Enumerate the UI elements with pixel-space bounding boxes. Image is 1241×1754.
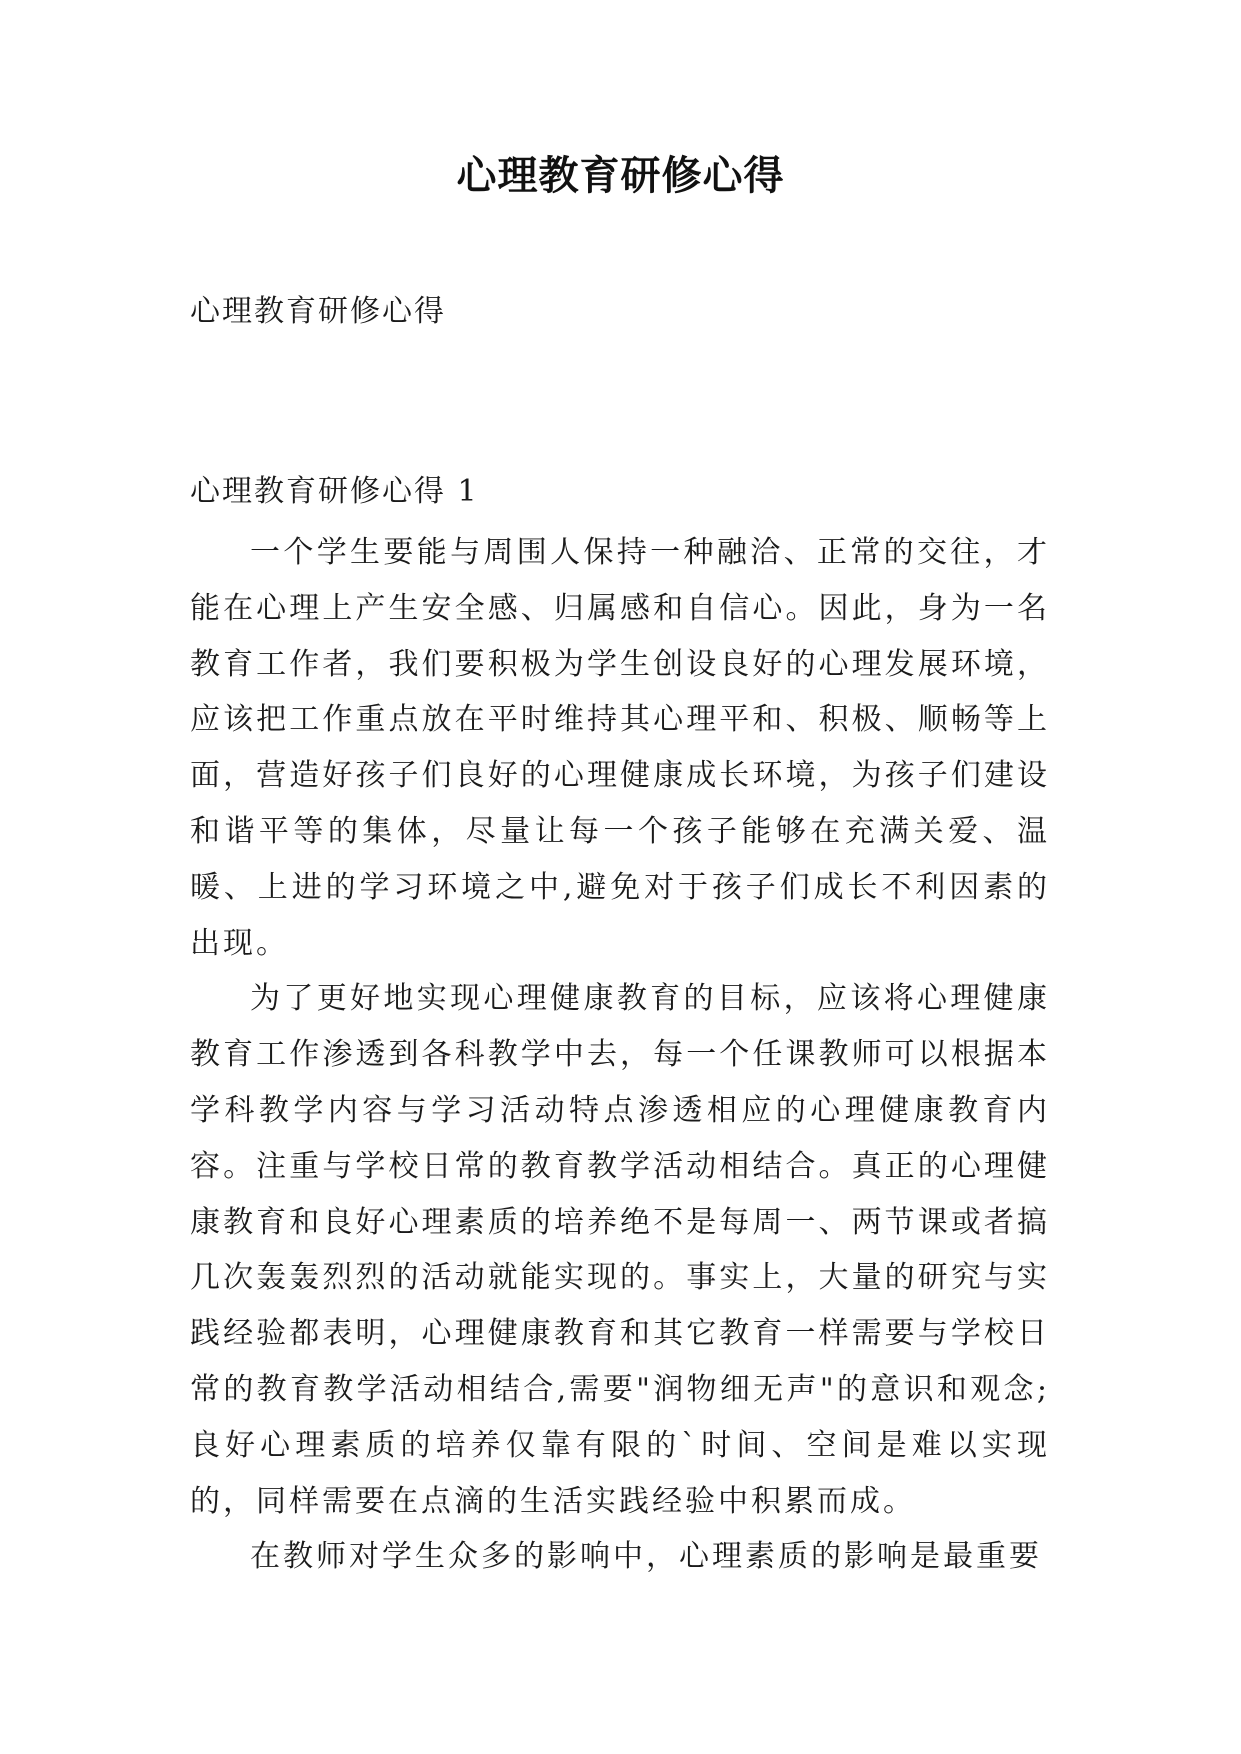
document-subtitle: 心理教育研修心得 xyxy=(190,294,446,329)
section-heading: 心理教育研修心得 1 xyxy=(190,474,479,509)
paragraph: 在教师对学生众多的影响中，心理素质的影响是最重要 xyxy=(250,1539,1042,1575)
document-title: 心理教育研修心得 xyxy=(456,153,785,199)
document-body xyxy=(190,525,1050,1585)
paragraph: 一个学生要能与周围人保持一种融洽、正常的交往，才能在心理上产生安全感、归属感和自信心。因此，身为一名教育工作者，我们要积极为学生创设良好的心理发展环境，应该把工作重点放在平时维持其心理平和、积极、顺畅等上面，营造好孩子们良好的心理健康成长环境，为孩子们建设和谐平等的集体，尽量让每一个孩子能够在充满关爱、温暖、上进的学习环境之中,避免对于孩子们成长不利因素的出现。 xyxy=(190,535,1050,961)
paragraph: 为了更好地实现心理健康教育的目标，应该将心理健康教育工作渗透到各科教学中去，每一个任课教师可以根据本学科教学内容与学习活动特点渗透相应的心理健康教育内容。注重与学校日常的教育教学活动相结合。真正的心理健康教育和良好心理素质的培养绝不是每周一、两节课或者搞几次轰轰烈烈的活动就能实现的。事实上，大量的研究与实践经验都表明，心理健康教育和其它教育一样需要与学校日常的教育教学活动相结合,需要"润物细无声"的意识和观念;良好心理素质的培养仅靠有限的`时间、空间是难以实现的，同样需要在点滴的生活实践经验中积累而成。 xyxy=(190,981,1050,1519)
